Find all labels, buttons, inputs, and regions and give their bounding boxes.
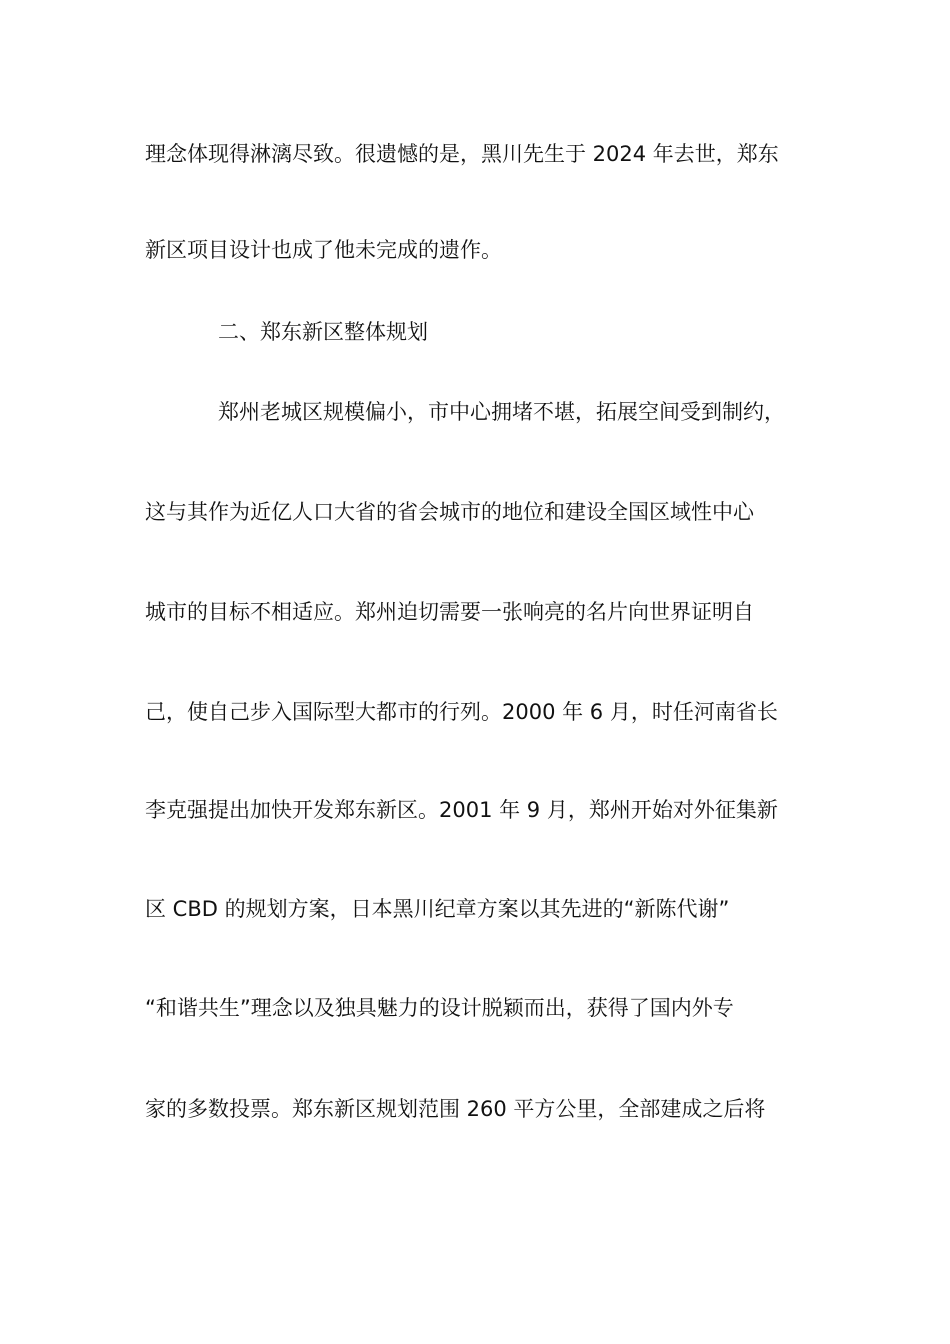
paragraph-line: 城市的目标不相适应。郑州迫切需要一张响亮的名片向世界证明自 bbox=[145, 600, 754, 624]
paragraph-line: 李克强提出加快开发郑东新区。2001 年 9 月，郑州开始对外征集新 bbox=[145, 798, 778, 822]
paragraph-line: 己，使自己步入国际型大都市的行列。2000 年 6 月，时任河南省长 bbox=[145, 700, 778, 724]
paragraph-line: 这与其作为近亿人口大省的省会城市的地位和建设全国区域性中心 bbox=[145, 500, 754, 524]
paragraph-line: “和谐共生”理念以及独具魅力的设计脱颖而出，获得了国内外专 bbox=[145, 996, 734, 1020]
paragraph-line: 区 CBD 的规划方案，日本黑川纪章方案以其先进的“新陈代谢” bbox=[145, 897, 730, 921]
paragraph-line: 理念体现得淋漓尽致。很遗憾的是，黑川先生于 2024 年去世，郑东 bbox=[145, 142, 779, 166]
paragraph-line: 家的多数投票。郑东新区规划范围 260 平方公里，全部建成之后将 bbox=[145, 1097, 766, 1121]
section-heading: 二、郑东新区整体规划 bbox=[218, 320, 428, 344]
paragraph-line: 新区项目设计也成了他未完成的遗作。 bbox=[145, 238, 502, 262]
paragraph-line: 郑州老城区规模偏小，市中心拥堵不堪，拓展空间受到制约， bbox=[218, 400, 785, 424]
